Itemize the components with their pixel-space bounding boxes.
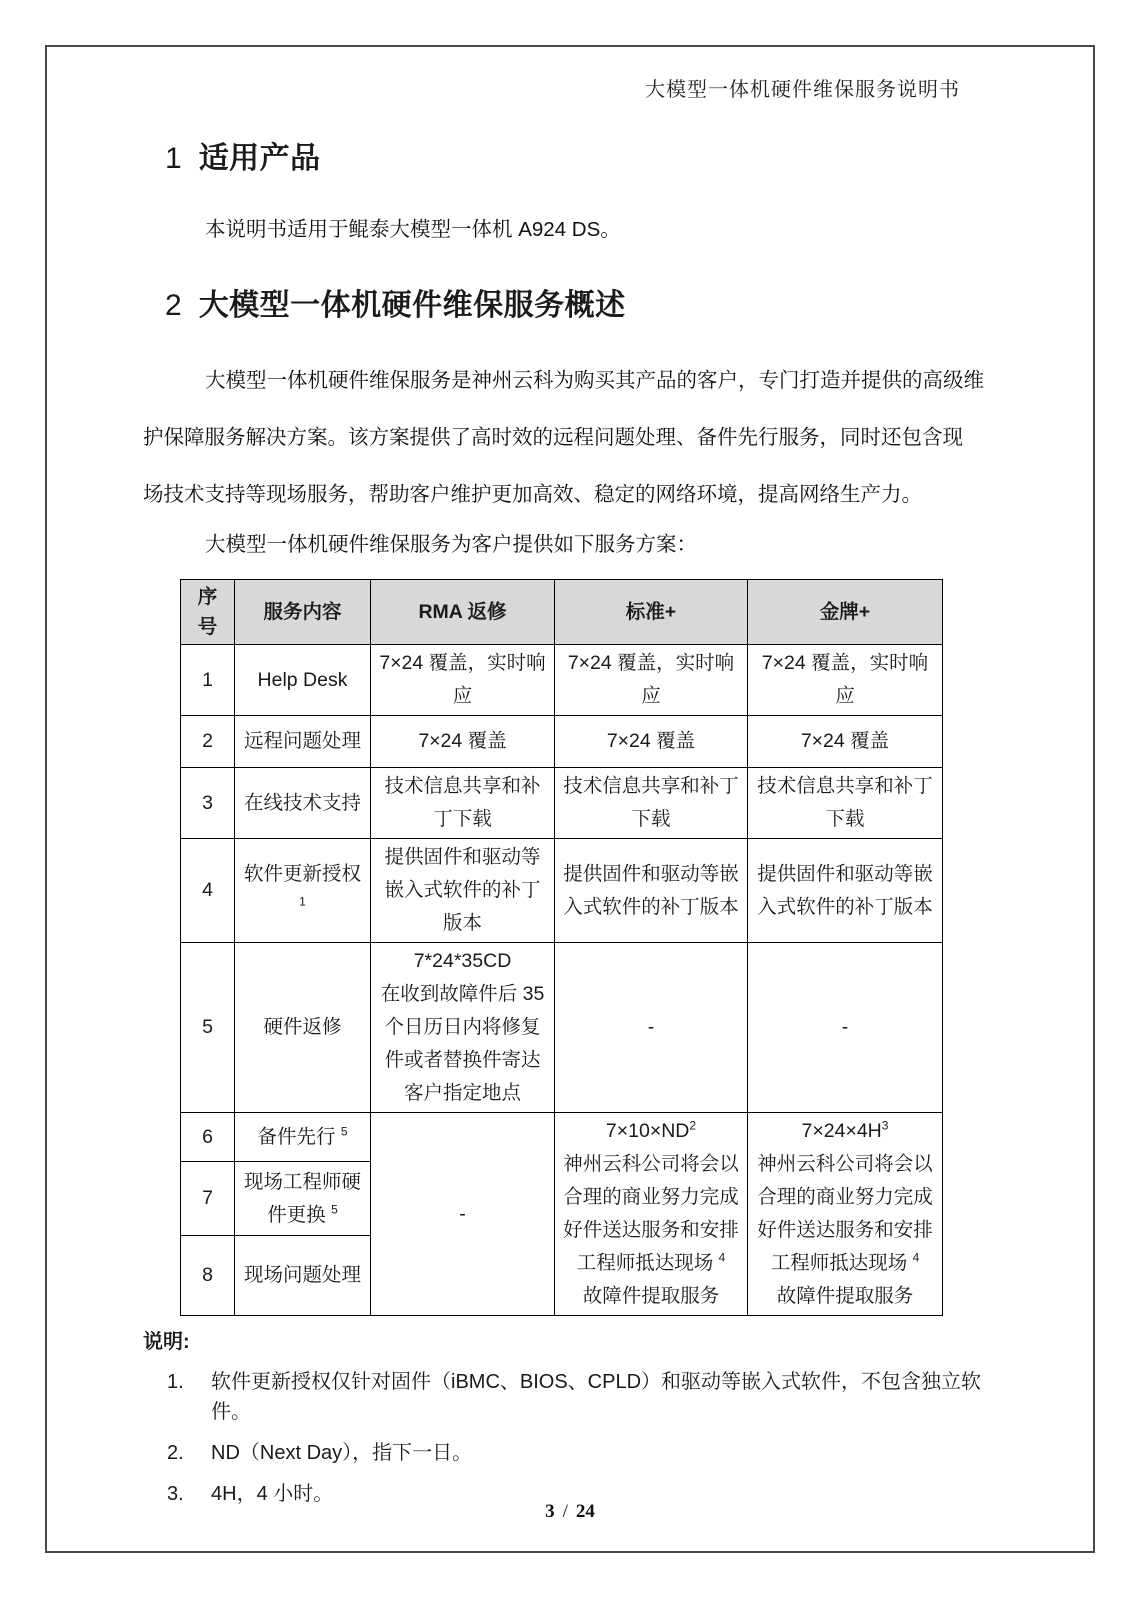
page-number-current: 3 [545,1501,555,1522]
table-header-cell: 金牌+ [748,580,943,645]
cell-line: 版本 [442,912,482,934]
table-cell [748,716,943,768]
table-header-cell: 标准+ [555,580,748,645]
cell-line: 工程师抵达现场 $^4$ [770,1250,920,1274]
cell-line: 合理的商业努力完成 [563,1186,739,1208]
section-1-title: 适用产品 [198,142,321,175]
cell-line: 应 [452,685,473,707]
table-cell [235,645,371,716]
cell-line: 工程师抵达现场 $^4$ [576,1250,726,1274]
cell-line: 现场工程师硬 [243,1170,361,1193]
table-cell [235,1236,371,1316]
note-text: 4H，4 小时。 [211,1483,334,1505]
cell-line: - [647,1016,655,1038]
notes-title: 说明: [143,1331,190,1353]
cell-line: 故障件提取服务 [582,1285,720,1307]
cell-line: 7×24 覆盖 [418,730,507,752]
paragraph-line: 场技术支持等现场服务，帮助客户维护更加高效、稳定的网络环境，提高网络生产力。 [143,483,922,506]
cell-line: 合理的商业努力完成 [757,1186,933,1208]
cell-line: 提供固件和驱动等嵌 [563,862,739,885]
cell-line: 技术信息共享和补丁 [563,775,739,797]
table-body [181,645,943,1316]
table-cell [235,716,371,768]
table-row [181,1113,943,1162]
cell-line: 客户指定地点 [403,1082,521,1104]
table-cell [555,716,748,768]
cell-line: $7\times 10\times ND^2$ [605,1118,697,1142]
note-item [167,1367,998,1427]
cell-line: 4 [202,879,213,901]
table-cell [181,839,235,943]
table-intro-paragraph: 大模型一体机硬件维保服务为客户提供如下服务方案： [205,533,697,556]
cell-line: 嵌入式软件的补丁 [384,879,541,901]
cell-line: 硬件返修 [263,1016,342,1038]
page-number-separator: / [562,1501,568,1522]
cell-line: 7×24 覆盖 [606,730,696,752]
section-1-heading [165,139,1093,179]
service-table [180,579,943,1316]
cell-line: 好件送达服务和安排 [563,1219,739,1241]
table-cell [235,839,371,943]
cell-line: - [459,1202,466,1225]
cell-line: 2 [202,730,213,752]
table-row [181,839,943,943]
cell-line: - [841,1016,849,1038]
cell-line: 1 [202,668,213,691]
cell-line: 故障件提取服务 [776,1285,914,1307]
superscript-note-ref: 4 [718,1250,726,1265]
table-cell [181,1162,235,1236]
cell-line: 7×24 覆盖，实时响 [379,652,546,674]
cell-line: 个日历日内将修复 [384,1016,541,1038]
table-cell [555,645,748,716]
cell-line: 技术信息共享和补 [384,775,541,797]
table-cell [181,1236,235,1316]
table-cell [371,768,555,839]
cell-line: 件更换 $^5$ [267,1202,338,1226]
table-header-cell: RMA 返修 [371,580,555,645]
cell-line: 好件送达服务和安排 [757,1219,933,1241]
cell-line: 下载 [631,808,671,830]
cell-line: 神州云科公司将会以 [563,1153,739,1175]
superscript-note-ref: 1 [299,894,306,908]
table-cell [555,768,748,839]
section-2-title: 大模型一体机硬件维保服务概述 [198,289,626,322]
cell-line: Help Desk [257,668,348,691]
section-2-heading [165,286,1093,326]
note-number: 1. [167,1371,184,1393]
cell-line: 提供固件和驱动等嵌 [757,862,933,885]
cell-line: 8 [202,1264,213,1286]
note-item [167,1438,998,1468]
table-cell [748,768,943,839]
superscript-note-ref: 4 [912,1250,920,1265]
table-cell [555,839,748,943]
page-header-title: 大模型一体机硬件维保服务说明书 [645,79,960,101]
table-cell [371,1113,555,1316]
cell-line: 提供固件和驱动等 [384,846,541,868]
cell-line: 7×24 覆盖，实时响 [761,652,929,674]
table-cell [748,943,943,1113]
cell-line: 5 [202,1016,213,1038]
cell-line: 3 [202,791,213,814]
page-number [47,1501,1093,1523]
cell-line: 7 [202,1187,213,1210]
table-row [181,716,943,768]
cell-line: 神州云科公司将会以 [757,1153,933,1175]
cell-line: 应 [835,685,855,707]
cell-line: 入式软件的补丁版本 [757,895,933,918]
table-cell [181,768,235,839]
cell-line: 件或者替换件寄达 [384,1049,541,1071]
cell-line: 下载 [825,808,865,830]
table-cell [181,943,235,1113]
cell-line: 技术信息共享和补丁 [757,775,933,797]
superscript-note-ref: 5 [340,1124,348,1139]
table-cell [235,1162,371,1236]
document-page [45,45,1095,1553]
table-head [181,580,943,645]
cell-line: 7×24 覆盖，实时响 [567,652,735,674]
note-text: 软件更新授权仅针对固件（iBMC、BIOS、CPLD）和驱动等嵌入式软件，不包含独立软件。 [211,1371,982,1423]
table-cell [748,839,943,943]
note-number: 3. [167,1483,184,1505]
table-header-cell: 服务内容 [235,580,371,645]
note-number: 2. [167,1442,184,1464]
cell-line: 在线技术支持 [243,791,361,814]
page-number-total: 24 [575,1501,595,1522]
section-2-number: 2 [165,289,182,322]
cell-line: 现场问题处理 [243,1264,361,1286]
table-cell [555,1113,748,1316]
cell-line: 6 [202,1125,213,1148]
table-cell [235,1113,371,1162]
cell-line: 在收到故障件后 35 [380,983,545,1005]
cell-line: 备件先行 $^5$ [257,1124,348,1148]
table-cell [371,943,555,1113]
cell-line: $7\times 24\times 4H^3$ [801,1118,889,1142]
table-row [181,943,943,1113]
section-2-paragraph [47,352,1093,523]
superscript-note-ref: 3 [881,1118,889,1133]
table-cell [235,768,371,839]
table-cell [181,716,235,768]
cell-line [239,891,366,924]
superscript-note-ref: 2 [689,1118,697,1133]
superscript-note-ref: 5 [331,1202,338,1217]
table-cell [235,943,371,1113]
table-header-cell: 序号 [181,580,235,645]
cell-line: 7*24*35CD [413,950,512,972]
cell-line: 入式软件的补丁版本 [563,895,739,918]
table-cell [748,1113,943,1316]
table-row [181,645,943,716]
cell-line: 7×24 覆盖 [800,730,890,752]
section-1-paragraph: 本说明书适用于鲲泰大模型一体机 A924 DS。 [205,218,621,241]
section-1-number: 1 [165,142,182,175]
table-cell [371,716,555,768]
table-cell [181,645,235,716]
table-cell [181,1113,235,1162]
table-cell [371,645,555,716]
note-text: ND（Next Day），指下一日。 [211,1442,473,1464]
table-header-row [181,580,943,645]
cell-line: 丁下载 [433,808,492,830]
cell-line: 远程问题处理 [243,730,361,752]
cell-line: 软件更新授权 [243,862,361,885]
table-cell [371,839,555,943]
cell-line: 应 [641,685,661,707]
paragraph-line: 护保障服务解决方案。该方案提供了高时效的远程问题处理、备件先行服务，同时还包含现 [143,426,963,449]
table-row [181,768,943,839]
table-cell [555,943,748,1113]
table-cell [748,645,943,716]
paragraph-line: 大模型一体机硬件维保服务是神州云科为购买其产品的客户，专门打造并提供的高级维 [205,369,984,392]
